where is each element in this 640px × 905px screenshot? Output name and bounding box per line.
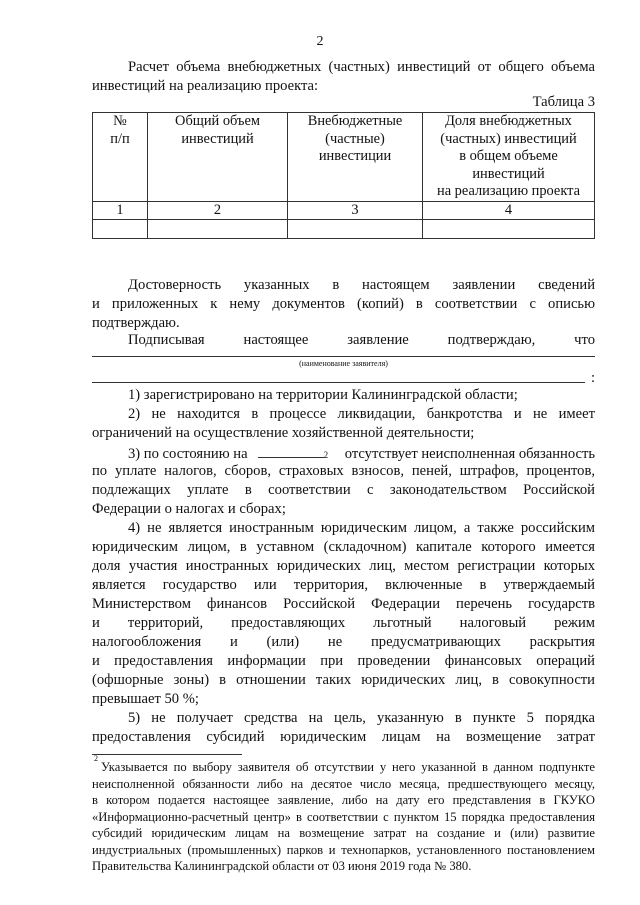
- footnote-line-2: неисполненной обязанности либо на десятое число месяца, предшествующего месяцу,: [92, 777, 595, 791]
- table-empty-row: [93, 220, 595, 239]
- table-cell: 2: [148, 201, 288, 220]
- footnote-mark: 2: [94, 754, 98, 763]
- item-4-line-9: (офшорные зоны) в отношении таких юридических лиц, в совокупности: [92, 672, 595, 688]
- reliability-line-3: подтверждаю.: [92, 315, 180, 331]
- item-4-line-2: юридическим лицом, в уставном (складочном) капитале которого имеется: [92, 539, 595, 555]
- table-cell: [93, 220, 148, 239]
- intro-line-1: Расчет объема внебюджетных (частных) инвестиций от общего объема: [128, 59, 595, 75]
- item-4-line-1: 4) не является иностранным юридическим лицом, а также российским: [128, 520, 595, 536]
- footnote-line-1: 2 Указывается по выбору заявителя об отсутствии у него указанной в данном подпункте: [94, 754, 595, 774]
- item-4-line-6: и территорий, предоставляющих льготный налоговый режим: [92, 615, 595, 631]
- header-total-investment: Общий объем инвестиций: [148, 113, 288, 202]
- footnote-line-5: субсидий юридическим лицам на возмещение затрат на создание и (или) развитие: [92, 826, 595, 840]
- item-3-line-3: подлежащих уплате в соответствии с законодательством Российской: [92, 482, 595, 498]
- item-3-line-2: по уплате налогов, сборов, страховых взносов, пеней, штрафов, процентов,: [92, 463, 595, 479]
- reliability-line-1: Достоверность указанных в настоящем заявлении сведений: [128, 277, 595, 293]
- footnote-line-7: Правительства Калининградской области от 03 июня 2019 года № 380.: [92, 859, 472, 873]
- header-private-share: Доля внебюджетных (частных) инвестиций в общем объеме инвестиций на реализацию проекта: [423, 113, 595, 202]
- applicant-second-line: [92, 382, 585, 383]
- page-number: 2: [316, 34, 324, 49]
- footnote-separator: [92, 754, 242, 755]
- item-4-line-10: превышает 50 %;: [92, 691, 199, 707]
- item-5-line-2: предоставления субсидий юридическим лицам на возмещение затрат: [92, 729, 595, 745]
- item-4-line-5: Министерством финансов Российской Федерации перечень государств: [92, 596, 595, 612]
- intro-line-2: инвестиций на реализацию проекта:: [92, 78, 319, 94]
- table-cell: [288, 220, 423, 239]
- table-label: Таблица 3: [532, 94, 595, 110]
- date-blank: [258, 443, 324, 458]
- item-3-line-1: 3) по состоянию на 2 отсутствует неисполненная обязанность: [128, 443, 595, 464]
- header-private-investment: Внебюджетные (частные) инвестиции: [288, 113, 423, 202]
- item-5-line-1: 5) не получает средства на цель, указанную в пункте 5 порядка: [128, 710, 595, 726]
- item-4-line-4: является государство или территория, включенные в утверждаемый: [92, 577, 595, 593]
- item-4-line-8: и предоставления информации при проведении финансовых операций: [92, 653, 595, 669]
- signing-line: Подписывая настоящее заявление подтверждаю, что: [128, 332, 595, 348]
- item-3-line-4: Федерации о налогах и сборах;: [92, 501, 286, 517]
- table-cell: [148, 220, 288, 239]
- item-4-line-3: доля участия иностранных юридических лиц, местом регистрации которых: [92, 558, 595, 574]
- table-column-numbers-row: [93, 201, 595, 220]
- reliability-line-2: и приложенных к нему документов (копий) в соответствии с описью: [92, 296, 595, 312]
- item-4-line-7: налогообложения и (или) не предусматривающих раскрытия: [92, 634, 595, 650]
- table-cell: 1: [93, 201, 148, 220]
- table-cell: 3: [288, 201, 423, 220]
- footnote-line-3: в котором подается настоящее заявление, либо на дату его представления в ГКУКО: [92, 793, 595, 807]
- header-number: № п/п: [93, 113, 148, 202]
- applicant-name-caption: (наименование заявителя): [299, 359, 388, 368]
- table-cell: 4: [423, 201, 595, 220]
- item-2-line-2: ограничений на осуществление хозяйственной деятельности;: [92, 425, 475, 441]
- investment-table: [92, 112, 595, 239]
- colon-mark: :: [591, 370, 596, 386]
- footnote-line-6: индустриальных (промышленных) парков и технопарков, установленного постановлением: [92, 843, 595, 857]
- table-cell: [423, 220, 595, 239]
- table-header-row: [93, 113, 595, 202]
- footnote-line-4: «Информационно-расчетный центр» в соответствии с пунктом 15 порядка предоставления: [92, 810, 595, 824]
- applicant-name-line: [92, 356, 595, 357]
- item-1: 1) зарегистрировано на территории Калининградской области;: [128, 387, 518, 403]
- item-2-line-1: 2) не находится в процессе ликвидации, банкротства и не имеет: [128, 406, 595, 422]
